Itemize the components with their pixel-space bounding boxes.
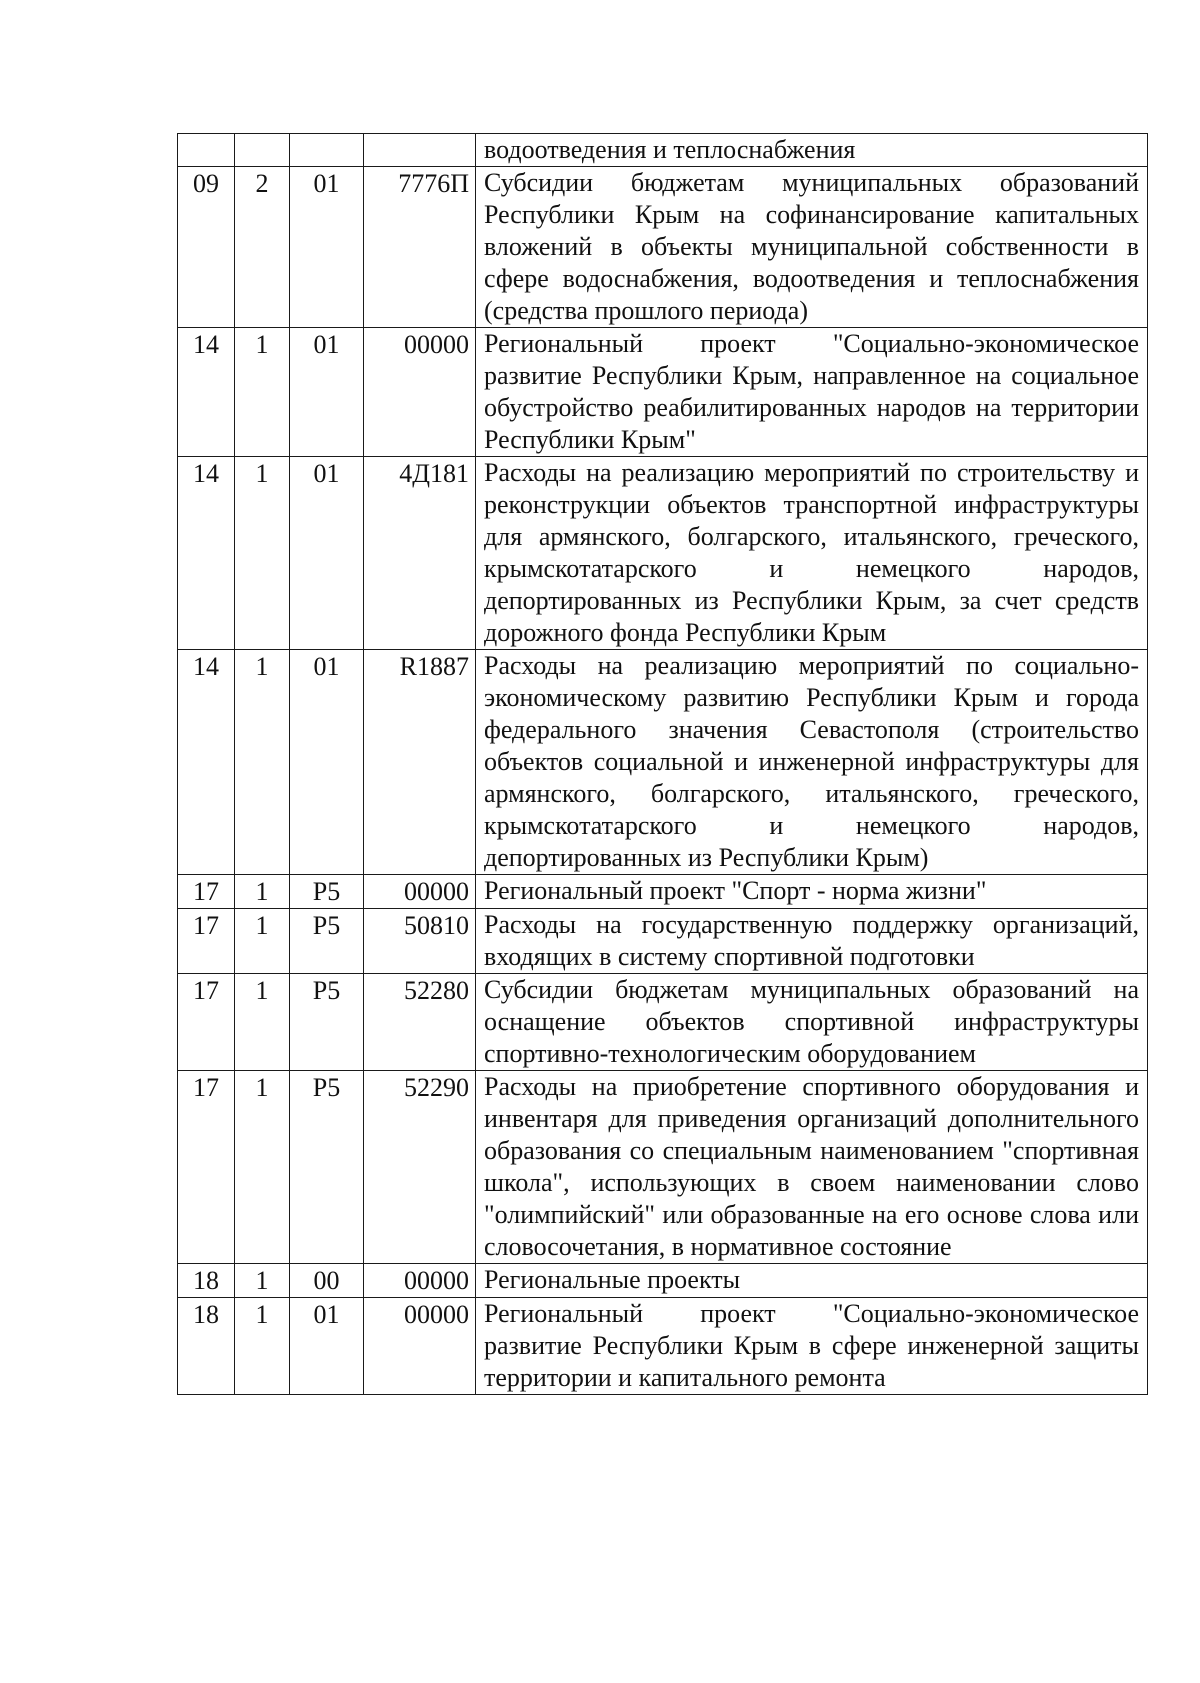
direction-code-cell: 00000: [364, 1264, 476, 1298]
table-row: [178, 974, 1148, 1071]
description-cell: Расходы на реализацию мероприятий по строительству и реконструкции объектов транспортной инфраструктуры для армянского, болгарского, итальянского, греческого, крымскотатарского и немецкого народов, депортированных из Республики Крым, за счет средств дорожного фонда Республики Крым: [476, 457, 1148, 650]
main-activity-code-cell: P5: [290, 974, 364, 1071]
description-cell: Расходы на реализацию мероприятий по социально-экономическому развитию Республики Крым и города федерального значения Севастополя (строительство объектов социальной и инженерной инфраструктуры для армянского, болгарского, итальянского, греческого, крымскотатарского и немецкого народов, депортированных из Республики Крым): [476, 650, 1148, 875]
program-code-cell: 09: [178, 167, 235, 328]
subprogram-code-cell: 1: [235, 457, 290, 650]
main-activity-code-cell: [290, 134, 364, 167]
direction-code-cell: 00000: [364, 1298, 476, 1395]
direction-code-cell: 00000: [364, 328, 476, 457]
subprogram-code-cell: 1: [235, 1264, 290, 1298]
direction-code-cell: 7776П: [364, 167, 476, 328]
table-row: [178, 134, 1148, 167]
program-code-cell: 17: [178, 875, 235, 909]
subprogram-code-cell: 1: [235, 909, 290, 974]
subprogram-code-cell: 1: [235, 1071, 290, 1264]
description-cell: Расходы на государственную поддержку организаций, входящих в систему спортивной подготовки: [476, 909, 1148, 974]
main-activity-code-cell: 01: [290, 167, 364, 328]
subprogram-code-cell: 1: [235, 650, 290, 875]
table-row: [178, 875, 1148, 909]
description-cell: Субсидии бюджетам муниципальных образований на оснащение объектов спортивной инфраструктуры спортивно-технологическим оборудованием: [476, 974, 1148, 1071]
direction-code-cell: R1887: [364, 650, 476, 875]
main-activity-code-cell: 00: [290, 1264, 364, 1298]
table-row: [178, 1071, 1148, 1264]
table-row: [178, 1298, 1148, 1395]
main-activity-code-cell: P5: [290, 909, 364, 974]
description-cell: Региональный проект "Социально-экономическое развитие Республики Крым в сфере инженерной защиты территории и капитального ремонта: [476, 1298, 1148, 1395]
program-code-cell: 18: [178, 1264, 235, 1298]
main-activity-code-cell: 01: [290, 457, 364, 650]
budget-code-table: [177, 133, 1148, 1395]
program-code-cell: 14: [178, 650, 235, 875]
table-row: [178, 167, 1148, 328]
subprogram-code-cell: 1: [235, 1298, 290, 1395]
program-code-cell: 18: [178, 1298, 235, 1395]
table-row: [178, 909, 1148, 974]
subprogram-code-cell: [235, 134, 290, 167]
main-activity-code-cell: 01: [290, 650, 364, 875]
program-code-cell: [178, 134, 235, 167]
program-code-cell: 14: [178, 328, 235, 457]
program-code-cell: 17: [178, 909, 235, 974]
table-row: [178, 1264, 1148, 1298]
description-cell: Региональный проект "Спорт - норма жизни": [476, 875, 1148, 909]
main-activity-code-cell: P5: [290, 875, 364, 909]
direction-code-cell: 50810: [364, 909, 476, 974]
table-row: [178, 650, 1148, 875]
table-row: [178, 328, 1148, 457]
main-activity-code-cell: 01: [290, 1298, 364, 1395]
table-body: [178, 134, 1148, 1395]
description-cell: Региональный проект "Социально-экономическое развитие Республики Крым, направленное на социальное обустройство реабилитированных народов на территории Республики Крым": [476, 328, 1148, 457]
description-cell: Расходы на приобретение спортивного оборудования и инвентаря для приведения организаций дополнительного образования со специальным наименованием "спортивная школа", использующих в своем наименовании слово "олимпийский" или образованные на его основе слова или словосочетания, в нормативное состояние: [476, 1071, 1148, 1264]
description-cell: Субсидии бюджетам муниципальных образований Республики Крым на софинансирование капитальных вложений в объекты муниципальной собственности в сфере водоснабжения, водоотведения и теплоснабжения (средства прошлого периода): [476, 167, 1148, 328]
direction-code-cell: 00000: [364, 875, 476, 909]
direction-code-cell: 4Д181: [364, 457, 476, 650]
subprogram-code-cell: 1: [235, 974, 290, 1071]
table-row: [178, 457, 1148, 650]
direction-code-cell: [364, 134, 476, 167]
subprogram-code-cell: 2: [235, 167, 290, 328]
main-activity-code-cell: 01: [290, 328, 364, 457]
description-cell: водоотведения и теплоснабжения: [476, 134, 1148, 167]
program-code-cell: 14: [178, 457, 235, 650]
subprogram-code-cell: 1: [235, 875, 290, 909]
main-activity-code-cell: P5: [290, 1071, 364, 1264]
program-code-cell: 17: [178, 974, 235, 1071]
direction-code-cell: 52280: [364, 974, 476, 1071]
description-cell: Региональные проекты: [476, 1264, 1148, 1298]
direction-code-cell: 52290: [364, 1071, 476, 1264]
program-code-cell: 17: [178, 1071, 235, 1264]
subprogram-code-cell: 1: [235, 328, 290, 457]
